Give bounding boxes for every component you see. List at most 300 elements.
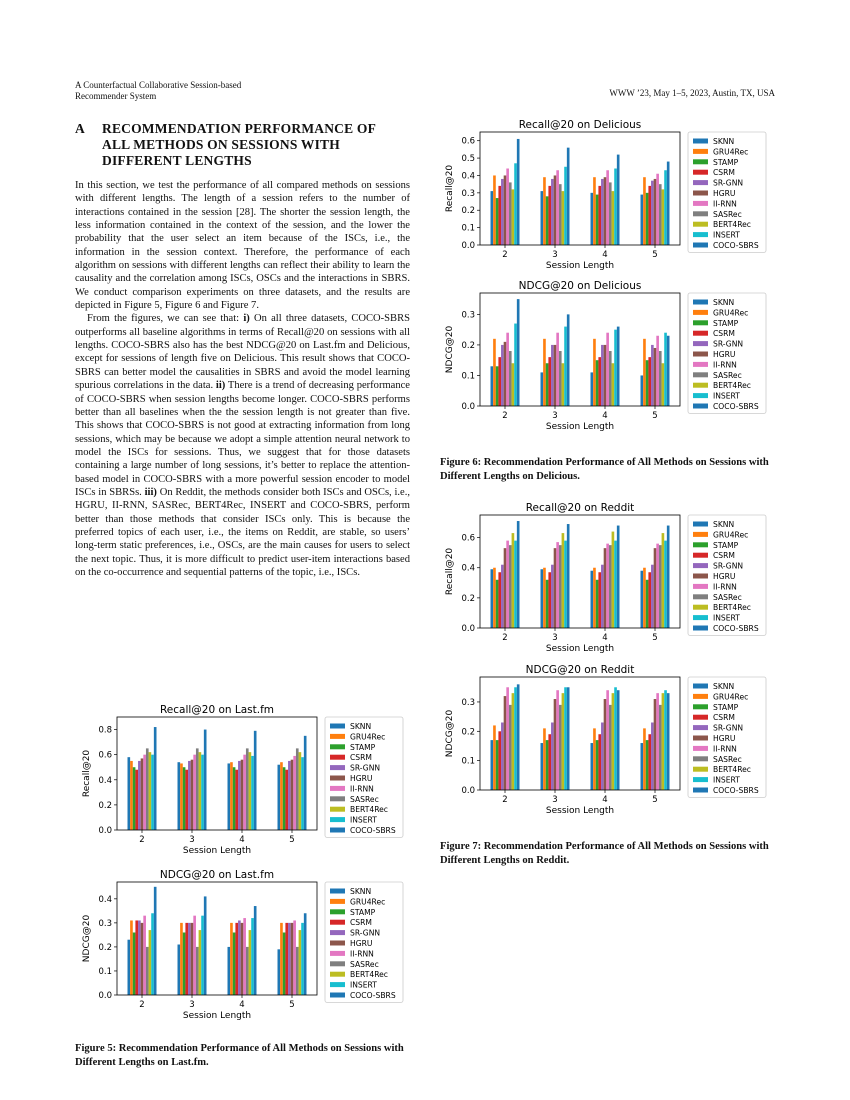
x-tick-label: 4 [602, 795, 608, 805]
bar-bert4rec-len-3 [562, 191, 565, 245]
legend-swatch-sknn [330, 889, 345, 894]
legend-label-sr-gnn: SR-GNN [713, 723, 744, 733]
bar-sknn-len-4 [228, 947, 231, 995]
bar-sasrec-len-4 [246, 748, 249, 830]
bar-ii-rnn-len-4 [606, 690, 609, 790]
y-tick-label: 0.6 [461, 533, 475, 544]
bar-coco-sbrs-len-3 [567, 314, 570, 406]
legend-swatch-sknn [693, 139, 708, 144]
bar-insert-len-5 [664, 541, 667, 628]
bar-hgru-len-4 [604, 548, 607, 628]
bar-sr-gnn-len-5 [651, 722, 654, 790]
legend-label-hgru: HGRU [350, 774, 373, 783]
bar-insert-len-2 [514, 163, 517, 245]
legend-swatch-bert4rec [330, 807, 345, 812]
bar-sasrec-len-5 [659, 545, 662, 628]
bar-ii-rnn-len-4 [606, 170, 609, 245]
x-axis-label: Session Length [545, 806, 615, 816]
legend-swatch-sknn [330, 724, 345, 729]
legend-swatch-hgru [330, 776, 345, 781]
y-axis-label: NDCG@20 [445, 325, 455, 374]
y-tick-label: 0.4 [461, 171, 475, 182]
legend-swatch-sr-gnn [693, 180, 708, 185]
bar-bert4rec-len-4 [249, 752, 252, 830]
bar-sr-gnn-len-4 [601, 345, 604, 406]
bar-bert4rec-len-2 [512, 189, 515, 245]
bar-stamp-len-5 [646, 193, 649, 245]
legend-label-ii-rnn: II-RNN [350, 949, 374, 959]
legend-label-csrm: CSRM [350, 918, 372, 928]
legend-label-insert: INSERT [713, 613, 740, 623]
bar-hgru-len-4 [604, 177, 607, 245]
bar-csrm-len-3 [548, 357, 551, 406]
legend-swatch-coco-sbrs [330, 828, 345, 833]
x-tick-label: 2 [139, 1000, 145, 1010]
y-tick-label: 0.4 [461, 563, 475, 574]
legend-swatch-gru4rec [693, 532, 708, 537]
legend-label-coco-sbrs: COCO-SBRS [713, 786, 759, 795]
bar-stamp-len-5 [283, 932, 286, 995]
bar-insert-len-2 [151, 913, 154, 995]
bar-ii-rnn-len-5 [293, 920, 296, 995]
finding-marker-ii: ii) [215, 380, 226, 392]
chart-delicious-ndcg [443, 276, 773, 436]
bar-stamp-len-2 [133, 932, 136, 995]
bar-csrm-len-5 [285, 770, 288, 830]
bar-sr-gnn-len-5 [288, 923, 291, 995]
legend-label-bert4rec: BERT4Rec [350, 805, 388, 815]
finding-text-iii: On Reddit, the methods consider both ISCs and OSCs, i.e., HGRU, II-RNN, SASRec, BERT4Rec, INSERT and COCO-SBRS, perform better than those methods that consider ISCs only. This is because the preferred topics of each user, i.e., the items on Reddit, are stable, so users’ long-term static preferences, i.e., OSCs, are the main causes for users to select the next topic. Thus, it is more difficult to predict user-item interactions based on the co-occurrence and sequential patterns of the topic, i.e., ISCs. [75, 486, 410, 578]
bar-sasrec-len-3 [559, 351, 562, 406]
legend-swatch-insert [693, 232, 708, 237]
bar-coco-sbrs-len-3 [567, 687, 570, 790]
bar-insert-len-3 [564, 687, 567, 790]
bar-sr-gnn-len-3 [188, 923, 191, 995]
bar-gru4rec-len-4 [593, 728, 596, 790]
x-tick-label: 3 [552, 411, 558, 421]
bar-csrm-len-2 [498, 186, 501, 245]
y-tick-label: 0.0 [461, 402, 475, 412]
y-tick-label: 0.2 [98, 800, 112, 811]
legend-swatch-csrm [330, 920, 345, 925]
y-axis-label: Recall@20 [445, 164, 455, 213]
legend-swatch-insert [693, 615, 708, 620]
x-tick-label: 5 [652, 250, 658, 260]
bar-sknn-len-4 [591, 571, 594, 628]
legend-label-sknn: SKNN [350, 722, 372, 731]
y-tick-label: 0.1 [461, 223, 475, 234]
bar-stamp-len-4 [596, 360, 599, 406]
bar-csrm-len-4 [235, 923, 238, 995]
bar-sr-gnn-len-5 [651, 345, 654, 406]
legend-label-insert: INSERT [350, 815, 377, 825]
bar-gru4rec-len-3 [180, 923, 183, 995]
x-tick-label: 4 [602, 411, 608, 421]
legend-label-insert: INSERT [713, 391, 740, 401]
reddit-ndcg-svg [443, 660, 773, 820]
x-tick-label: 3 [552, 795, 558, 805]
x-tick-label: 4 [239, 1000, 245, 1010]
legend-label-coco-sbrs: COCO-SBRS [350, 826, 396, 835]
bar-ii-rnn-len-2 [506, 333, 509, 406]
bar-bert4rec-len-5 [662, 693, 665, 790]
bar-sknn-len-5 [641, 195, 644, 245]
bar-stamp-len-3 [546, 363, 549, 406]
bar-hgru-len-2 [504, 342, 507, 406]
bar-hgru-len-5 [291, 760, 294, 830]
bar-sasrec-len-4 [246, 947, 249, 995]
x-axis-label: Session Length [545, 261, 615, 271]
bar-gru4rec-len-3 [180, 763, 183, 830]
bar-csrm-len-3 [548, 734, 551, 790]
bar-coco-sbrs-len-5 [304, 913, 307, 995]
bar-coco-sbrs-len-3 [204, 896, 207, 995]
legend-label-sasrec: SASRec [713, 754, 742, 764]
legend-label-hgru: HGRU [713, 189, 736, 198]
legend-swatch-sknn [693, 300, 708, 305]
bar-ii-rnn-len-2 [143, 916, 146, 995]
bar-stamp-len-5 [283, 767, 286, 830]
bar-coco-sbrs-len-2 [154, 887, 157, 995]
bar-gru4rec-len-2 [493, 725, 496, 790]
x-tick-label: 5 [289, 835, 295, 845]
bar-sr-gnn-len-4 [238, 920, 241, 995]
bar-insert-len-4 [614, 541, 617, 628]
bar-insert-len-3 [201, 755, 204, 830]
lastfm-recall-svg [80, 700, 410, 860]
bar-gru4rec-len-2 [130, 920, 133, 995]
legend-swatch-ii-rnn [693, 584, 708, 589]
bar-hgru-len-5 [291, 923, 294, 995]
bar-coco-sbrs-len-5 [667, 693, 670, 790]
bar-insert-len-2 [514, 541, 517, 628]
bar-insert-len-4 [614, 330, 617, 406]
bar-csrm-len-4 [598, 357, 601, 406]
bar-ii-rnn-len-2 [506, 541, 509, 628]
legend-swatch-sr-gnn [330, 765, 345, 770]
legend-label-csrm: CSRM [713, 713, 735, 723]
legend-swatch-insert [693, 393, 708, 398]
bar-csrm-len-2 [135, 920, 138, 995]
bar-sasrec-len-5 [296, 947, 299, 995]
delicious-recall-svg [443, 115, 773, 275]
legend-label-bert4rec: BERT4Rec [713, 220, 751, 230]
bar-stamp-len-3 [546, 740, 549, 790]
legend-swatch-hgru [693, 574, 708, 579]
legend-label-stamp: STAMP [350, 907, 376, 917]
bar-bert4rec-len-3 [562, 533, 565, 628]
bar-ii-rnn-len-5 [293, 756, 296, 830]
x-tick-label: 5 [652, 411, 658, 421]
legend-swatch-sasrec [330, 796, 345, 801]
legend-label-gru4rec: GRU4Rec [713, 530, 749, 540]
bar-csrm-len-5 [648, 186, 651, 245]
bar-ii-rnn-len-5 [656, 693, 659, 790]
header-title-line-2: Recommender System [75, 91, 157, 101]
legend-label-sr-gnn: SR-GNN [713, 561, 744, 571]
x-tick-label: 2 [502, 250, 508, 260]
y-tick-label: 0.6 [98, 750, 112, 761]
legend-label-insert: INSERT [713, 775, 740, 785]
bar-gru4rec-len-5 [643, 728, 646, 790]
legend-swatch-coco-sbrs [693, 626, 708, 631]
bar-hgru-len-3 [554, 548, 557, 628]
y-axis-label: NDCG@20 [82, 914, 92, 963]
paragraph-2 [75, 312, 410, 579]
y-tick-label: 0.0 [461, 624, 475, 634]
legend-label-hgru: HGRU [713, 734, 736, 743]
bar-gru4rec-len-4 [593, 177, 596, 245]
bar-sr-gnn-len-4 [238, 761, 241, 830]
bar-hgru-len-4 [241, 760, 244, 830]
legend-label-stamp: STAMP [713, 702, 739, 712]
bar-sasrec-len-3 [559, 545, 562, 628]
bar-coco-sbrs-len-4 [617, 690, 620, 790]
running-header-venue: WWW ’23, May 1–5, 2023, Austin, TX, USA [609, 88, 775, 98]
bar-hgru-len-4 [604, 699, 607, 790]
bar-coco-sbrs-len-5 [667, 162, 670, 245]
bar-stamp-len-4 [596, 580, 599, 628]
bar-sr-gnn-len-2 [138, 761, 141, 830]
chart-title: NDCG@20 on Last.fm [159, 869, 275, 881]
section-title-line-2: ALL METHODS ON SESSIONS WITH [102, 137, 340, 152]
bar-csrm-len-5 [648, 734, 651, 790]
paragraph-1: In this section, we test the performance of all compared methods on sessions with different lengths. The length of a session refers to the number of interactions contained in the session [28]. The shorter the session length, the less information contained in the context of the session, and the lower the probability that the user select an item because of the ISCs, i.e., the information in the session context. Therefore, the performance of each algorithm on sessions with different lengths can reflect their ability to learn the causality and the correlation among ISCs, OSCs and the interactions in SBRS. We conduct comparison experiments on three datasets, and the results are depicted in Figure 5, Figure 6 and Figure 7. [75, 180, 410, 312]
bar-insert-len-2 [151, 755, 154, 830]
legend-swatch-gru4rec [693, 149, 708, 154]
legend-label-ii-rnn: II-RNN [713, 582, 737, 592]
bar-sasrec-len-3 [196, 947, 199, 995]
legend-label-coco-sbrs: COCO-SBRS [713, 624, 759, 633]
bar-gru4rec-len-5 [643, 339, 646, 406]
bar-gru4rec-len-4 [230, 762, 233, 830]
legend-label-ii-rnn: II-RNN [713, 199, 737, 209]
y-tick-label: 0.3 [461, 310, 475, 321]
y-tick-label: 0.5 [461, 154, 475, 165]
legend-swatch-sasrec [693, 372, 708, 377]
bar-gru4rec-len-3 [543, 728, 546, 790]
bar-bert4rec-len-5 [662, 363, 665, 406]
x-tick-label: 3 [189, 1000, 195, 1010]
legend-label-stamp: STAMP [350, 742, 376, 752]
legend-label-gru4rec: GRU4Rec [713, 692, 749, 702]
bar-ii-rnn-len-4 [243, 755, 246, 830]
bar-stamp-len-5 [646, 740, 649, 790]
bar-hgru-len-5 [654, 548, 657, 628]
legend-label-sasrec: SASRec [713, 370, 742, 380]
bar-csrm-len-2 [498, 357, 501, 406]
bar-hgru-len-5 [654, 699, 657, 790]
bar-coco-sbrs-len-4 [617, 526, 620, 628]
bar-sknn-len-4 [591, 372, 594, 406]
bar-hgru-len-3 [554, 699, 557, 790]
legend-swatch-sknn [693, 522, 708, 527]
legend-swatch-bert4rec [693, 383, 708, 388]
legend-label-hgru: HGRU [713, 572, 736, 581]
bar-ii-rnn-len-5 [656, 336, 659, 406]
bar-csrm-len-4 [598, 572, 601, 628]
y-tick-label: 0.2 [461, 206, 475, 217]
legend-label-bert4rec: BERT4Rec [713, 765, 751, 775]
y-axis-label: Recall@20 [445, 547, 455, 596]
bar-sknn-len-5 [278, 765, 281, 830]
legend-label-csrm: CSRM [713, 168, 735, 178]
bar-sknn-len-4 [228, 763, 231, 830]
legend-swatch-sasrec [330, 961, 345, 966]
bar-csrm-len-5 [648, 572, 651, 628]
bar-sr-gnn-len-5 [651, 565, 654, 628]
bar-csrm-len-2 [498, 572, 501, 628]
header-title-line-1: A Counterfactual Collaborative Session-based [75, 80, 242, 90]
bar-sknn-len-3 [541, 569, 544, 628]
legend-swatch-sasrec [693, 211, 708, 216]
section-number: A [75, 121, 85, 136]
y-tick-label: 0.2 [98, 942, 112, 953]
legend-swatch-insert [330, 982, 345, 987]
legend-label-sasrec: SASRec [350, 794, 379, 804]
bar-gru4rec-len-2 [493, 339, 496, 406]
x-axis-label: Session Length [182, 1011, 252, 1021]
bar-hgru-len-2 [141, 923, 144, 995]
bar-sknn-len-2 [128, 757, 131, 830]
legend-swatch-csrm [693, 170, 708, 175]
bar-bert4rec-len-2 [149, 930, 152, 995]
bar-csrm-len-4 [598, 734, 601, 790]
bar-ii-rnn-len-4 [606, 544, 609, 628]
figure-6-caption: Figure 6: Recommendation Performance of All Methods on Sessions with Different Lengths on Delicious. [440, 457, 769, 482]
legend-label-hgru: HGRU [713, 350, 736, 359]
legend-swatch-ii-rnn [693, 746, 708, 751]
bar-ii-rnn-len-3 [556, 542, 559, 628]
bar-coco-sbrs-len-4 [254, 906, 257, 995]
x-tick-label: 2 [502, 633, 508, 643]
bar-csrm-len-2 [135, 770, 138, 830]
bar-coco-sbrs-len-2 [517, 521, 520, 628]
legend-swatch-csrm [693, 331, 708, 336]
legend-label-coco-sbrs: COCO-SBRS [350, 991, 396, 1000]
bar-coco-sbrs-len-2 [517, 139, 520, 245]
lastfm-ndcg-svg [80, 865, 410, 1025]
y-tick-label: 0.3 [461, 188, 475, 199]
y-tick-label: 0.1 [98, 966, 112, 977]
bar-sasrec-len-5 [659, 184, 662, 245]
x-axis-label: Session Length [545, 422, 615, 432]
legend-label-sknn: SKNN [350, 887, 372, 896]
bar-insert-len-3 [564, 327, 567, 406]
bar-hgru-len-3 [191, 923, 194, 995]
bar-sasrec-len-5 [659, 351, 662, 406]
legend-label-insert: INSERT [350, 980, 377, 990]
bar-sr-gnn-len-3 [551, 179, 554, 245]
chart-title: Recall@20 on Delicious [518, 119, 642, 131]
bar-stamp-len-3 [183, 767, 186, 830]
legend-swatch-ii-rnn [330, 951, 345, 956]
bar-bert4rec-len-3 [562, 363, 565, 406]
bar-coco-sbrs-len-3 [204, 730, 207, 830]
bar-sr-gnn-len-2 [138, 920, 141, 995]
bar-bert4rec-len-4 [612, 191, 615, 245]
bar-coco-sbrs-len-2 [517, 299, 520, 406]
bar-insert-len-4 [614, 169, 617, 245]
bar-sasrec-len-2 [146, 748, 149, 830]
y-tick-label: 0.2 [461, 593, 475, 604]
bar-sknn-len-2 [491, 569, 494, 628]
legend-label-coco-sbrs: COCO-SBRS [713, 241, 759, 250]
legend-label-ii-rnn: II-RNN [713, 360, 737, 370]
bar-bert4rec-len-5 [299, 752, 302, 830]
bar-gru4rec-len-3 [543, 568, 546, 628]
bar-coco-sbrs-len-2 [154, 727, 157, 830]
legend-swatch-coco-sbrs [693, 788, 708, 793]
section-title-line-3: DIFFERENT LENGTHS [102, 153, 252, 168]
bar-gru4rec-len-5 [280, 762, 283, 830]
bar-sknn-len-2 [491, 366, 494, 406]
finding-marker-iii: iii) [144, 486, 157, 498]
bar-sasrec-len-3 [559, 184, 562, 245]
x-tick-label: 5 [652, 633, 658, 643]
bar-sasrec-len-2 [509, 545, 512, 628]
y-tick-label: 0.2 [461, 727, 475, 738]
bar-insert-len-4 [614, 687, 617, 790]
chart-lastfm-recall [80, 700, 410, 860]
legend-label-hgru: HGRU [350, 939, 373, 948]
bar-sknn-len-3 [178, 762, 181, 830]
chart-lastfm-ndcg [80, 865, 410, 1025]
legend-swatch-sr-gnn [330, 930, 345, 935]
bar-sasrec-len-5 [659, 705, 662, 790]
bar-sr-gnn-len-4 [601, 565, 604, 628]
bar-sasrec-len-2 [509, 705, 512, 790]
legend-label-coco-sbrs: COCO-SBRS [713, 402, 759, 411]
bar-csrm-len-4 [598, 186, 601, 245]
legend-label-sr-gnn: SR-GNN [350, 928, 381, 938]
bar-coco-sbrs-len-5 [667, 526, 670, 628]
legend-swatch-ii-rnn [330, 786, 345, 791]
legend-label-sknn: SKNN [713, 520, 735, 529]
bar-stamp-len-2 [133, 767, 136, 830]
bar-sknn-len-3 [178, 945, 181, 995]
legend-label-stamp: STAMP [713, 318, 739, 328]
legend-swatch-bert4rec [693, 222, 708, 227]
bar-sknn-len-4 [591, 743, 594, 790]
bar-bert4rec-len-2 [512, 693, 515, 790]
finding-text-ii: There is a trend of decreasing performance of COCO-SBRS when session lengths become longer. COCO-SBRS performs better than all baselines when the the session length is not greater than five. This shows that COCO-SBRS is not good at extracting information from long sessions, which may be because we adopt a simple attention neural network to model the ISCs for sessions. Thus, we suggest that for those datasets containing a large number of long sessions, it’s better to replace the attention-based model in COCO-SBRS with a more powerful session encoder to model ISCs in SBRSs. [75, 380, 410, 498]
y-tick-label: 0.4 [98, 775, 112, 786]
x-tick-label: 4 [602, 633, 608, 643]
bar-hgru-len-5 [654, 179, 657, 245]
y-tick-label: 0.0 [461, 241, 475, 251]
x-tick-label: 3 [189, 835, 195, 845]
legend-swatch-stamp [693, 704, 708, 709]
legend-swatch-stamp [693, 320, 708, 325]
legend-label-sasrec: SASRec [713, 592, 742, 602]
bar-gru4rec-len-3 [543, 339, 546, 406]
bar-hgru-len-4 [241, 923, 244, 995]
y-tick-label: 0.0 [461, 786, 475, 796]
section-heading [75, 121, 410, 169]
bar-bert4rec-len-3 [199, 930, 202, 995]
bar-sknn-len-3 [541, 743, 544, 790]
bar-sknn-len-5 [641, 743, 644, 790]
legend-label-csrm: CSRM [350, 753, 372, 763]
legend-label-insert: INSERT [713, 230, 740, 240]
bar-insert-len-2 [514, 687, 517, 790]
bar-csrm-len-3 [185, 770, 188, 830]
y-tick-label: 0.1 [461, 371, 475, 382]
y-tick-label: 0.1 [461, 756, 475, 767]
bar-ii-rnn-len-5 [656, 544, 659, 628]
bar-sknn-len-4 [591, 193, 594, 245]
